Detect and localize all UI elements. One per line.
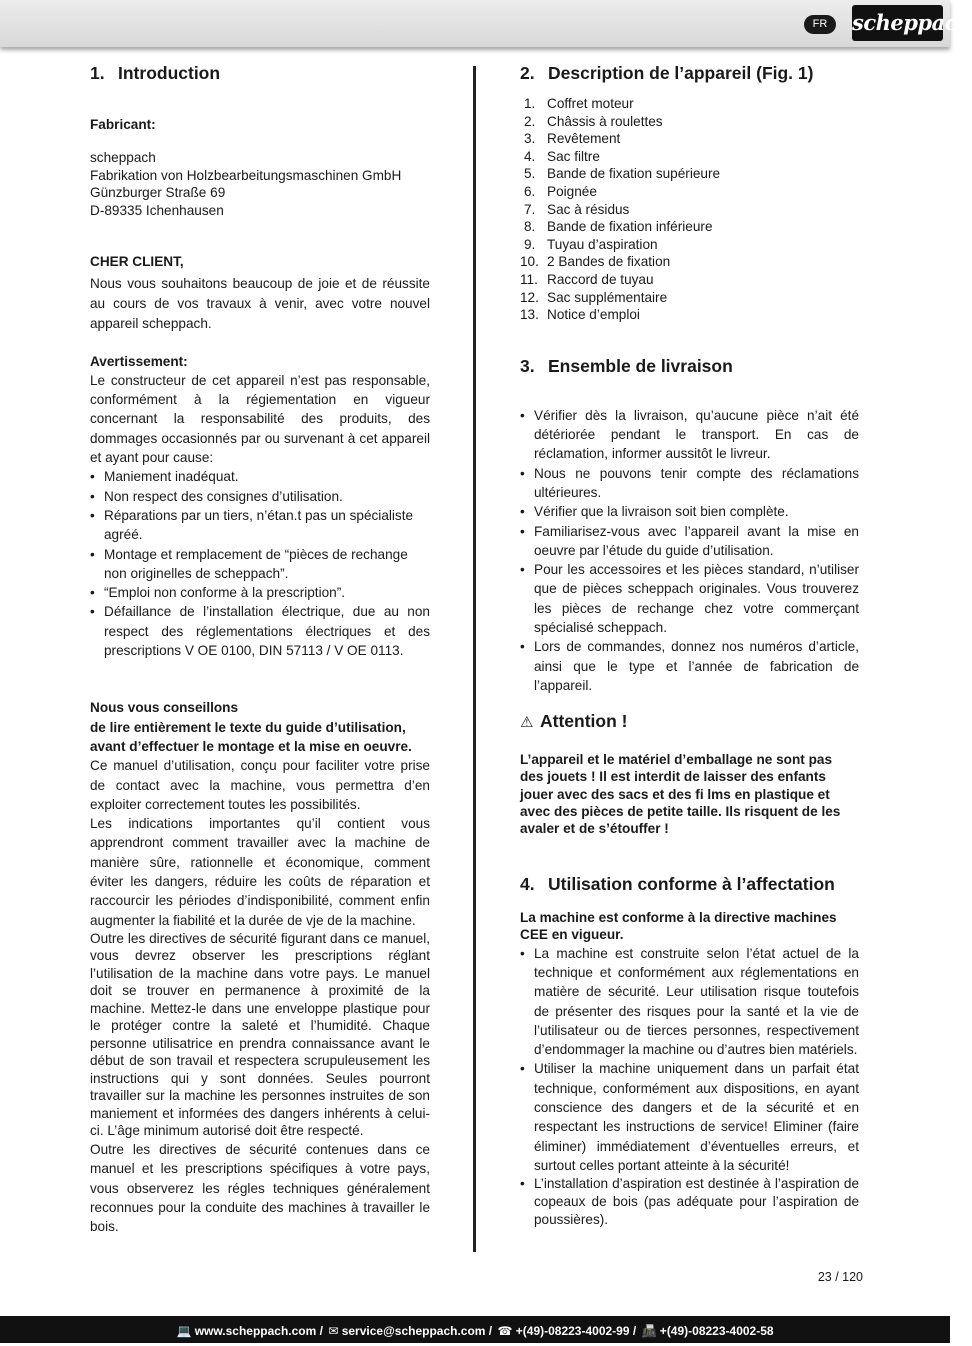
list-item: 2. Châssis à roulettes <box>524 113 663 129</box>
list-item: 13. Notice d’emploi <box>520 307 640 323</box>
list-item: • Montage et remplacement de “pièces de rechange non originelles de scheppach”. <box>90 545 430 584</box>
list-item: • Défaillance de l’installation électrique, due au non respect des réglementations électriques et des prescriptions V OE 0100, DIN 57113 / V OE 0113. <box>90 602 430 660</box>
website-link[interactable]: 💻 www.scheppach.com / <box>176 1324 323 1338</box>
manufacturer-address: scheppach Fabrikation von Holzbearbeitungsmaschinen GmbH Günzburger Straße 69 D-89335 Ichenhausen <box>90 150 402 218</box>
welcome-text: Nous vous souhaitons beaucoup de joie et de réussite au cours de vos travaux à venir, avec votre nouvel appareil scheppach. <box>90 275 430 331</box>
parts-list <box>520 95 859 324</box>
list-item: • Vérifier que la livraison soit bien complète. <box>520 502 859 521</box>
advice-bold-text: de lire entièrement le texte du guide d’utilisation, avant d’effectuer le montage et la mise en oeuvre. <box>90 719 412 754</box>
list-item: 4. Sac filtre <box>524 148 600 164</box>
scheppach-logo: scheppach <box>852 5 943 41</box>
section-description-title: 2. Description de l’appareil (Fig. 1) <box>520 63 814 83</box>
list-item: 3. Revêtement <box>524 131 621 147</box>
warning-text: Le constructeur de cet appareil n’est pas responsable, conformément à la régiementation en vigueur concernant la responsabilité des produits, des dommages occasionnés par ou survenant à cet appareil et ayant pour cause: <box>90 372 430 466</box>
advice-paragraph-1: Ce manuel d’utilisation, conçu pour faciliter votre prise de contact avec la machine, vous permettra d’en exploiter correctement toutes les possibilités. <box>90 758 430 812</box>
list-item: 11. Raccord de tuyau <box>520 271 654 287</box>
list-item: • Maniement inadéquat. <box>90 467 430 486</box>
list-item: • Lors de commandes, donnez nos numéros d’article, ainsi que le type et l’année de fabrication de l’appareil. <box>520 637 859 695</box>
page-number: 23 / 120 <box>817 1270 863 1284</box>
dear-customer-heading: CHER CLIENT, <box>90 254 184 270</box>
warning-triangle-icon: ⚠ <box>520 714 534 732</box>
list-item: • La machine est construite selon l’état actuel de la technique et conformément aux réglementations en matière de sécurité. Leur utilisation risque toutefois de présenter des risques pour la santé et la vie de l’utilisateur ou de tierces personnes, respectivement d’endommager la machine ou d’autres bien matériels. <box>520 944 859 1060</box>
advice-paragraph-3: Outre les directives de sécurité figurant dans ce manuel, vous devrez observer les prescriptions réglant l’utilisation de la machine dans votre pays. Le manuel doit se trouver en permanence à proximité de la machine. Mettez-le dans une enveloppe plastique pour le protéger contre la saleté et l’humidité. Chaque personne utilisatrice en prendra connaissance avant le début de son travail et respectera scrupuleusement les instructions qui y sont données. Seules pourront travailler sur la machine les personnes instruites de son maniement et informées des dangers inhérents à celui-ci. L’âge minimum autorisé doit être respecté. <box>90 930 430 1139</box>
list-item: • “Emploi non conforme à la prescription”. <box>90 583 430 602</box>
advice-paragraph-2: Les indications importantes qu’il contient vous apprendront comment travailler avec la machine de manière sûre, rationnelle et économique, comment éviter les dangers, réduire les coûts de réparation et raccourcir les périodes d’indisponibilité, comment enfin augmenter la fiabilité et la durée de vje de la machine. <box>90 816 430 928</box>
phone-number: ☎ +(49)-08223-4002-99 / <box>497 1324 637 1338</box>
list-item: 1. Coffret moteur <box>524 96 634 111</box>
right-column <box>520 62 859 1229</box>
warning-label: Avertissement: <box>90 353 188 369</box>
footer-bar <box>0 1316 950 1343</box>
left-column <box>90 62 430 1236</box>
usage-list <box>520 944 859 1230</box>
list-item: 8. Bande de fixation inférieure <box>524 219 713 235</box>
attention-text: L’appareil et le matériel d’emballage ne sont pas des jouets ! Il est interdit de laisser des enfants jouer avec des sacs et des fi lms en plastique et avec des pièces de petite taille. Ils risquent de les avaler et de s’étouffer ! <box>520 752 841 837</box>
header-bar <box>0 0 972 47</box>
list-item: 12. Sac supplémentaire <box>520 289 668 305</box>
manufacturer-label: Fabricant: <box>90 117 156 132</box>
column-divider <box>473 66 476 1252</box>
list-item: • Réparations par un tiers, n’étan.t pas un spécialiste agréé. <box>90 506 430 545</box>
email-link[interactable]: ✉ service@scheppach.com / <box>328 1324 493 1338</box>
list-item: 7. Sac à résidus <box>524 201 630 217</box>
list-item: • Non respect des consignes d’utilisation. <box>90 487 430 506</box>
delivery-list <box>520 406 859 695</box>
advice-paragraph-4: Outre les directives de sécurité contenues dans ce manuel et les prescriptions spécifiques à votre pays, vous observerez les régles techniques généralement reconnues pour la conduite des machines à travailler le bois. <box>90 1141 430 1235</box>
list-item: • Pour les accessoires et les pièces standard, n’utiliser que de pièces scheppach originales. Vous trouverez les pièces de rechange chez votre commerçant spécialisé scheppach. <box>520 560 859 637</box>
advice-title: Nous vous conseillons <box>90 700 239 716</box>
list-item: • Vérifier dès la livraison, qu’aucune pièce n’ait été détériorée pendant le transport. En cas de réclamation, informer aussitôt le livreur. <box>520 406 859 464</box>
language-badge: FR <box>804 15 836 34</box>
section-usage-title: 4. Utilisation conforme à l’affectation <box>520 873 835 894</box>
section-delivery-title: 3. Ensemble de livraison <box>520 355 733 376</box>
fax-number: 📠 +(49)-08223-4002-58 <box>641 1324 774 1338</box>
list-item: • L’installation d’aspiration est destinée à l’aspiration de copeaux de bois (pas adéquate pour l’aspiration de poussières). <box>520 1175 859 1229</box>
list-item: • Familiarisez-vous avec l’appareil avant la mise en oeuvre par l’étude du guide d’utilisation. <box>520 522 859 561</box>
list-item: • Nous ne pouvons tenir compte des réclamations ultérieures. <box>520 464 859 503</box>
usage-bold-text: La machine est conforme à la directive machines CEE en vigueur. <box>520 909 837 943</box>
liability-causes-list <box>90 467 430 660</box>
section-introduction-title: 1. Introduction <box>90 63 221 83</box>
list-item: 10. 2 Bandes de fixation <box>520 254 671 270</box>
list-item: 9. Tuyau d’aspiration <box>524 236 658 252</box>
list-item: • Utiliser la machine uniquement dans un parfait état technique, conformément aux dispositions, en ayant conscience des dangers et de la sécurité et en respectant les instructions de service! Eliminer (faire éliminer) immédiatement d’éventuelles erreurs, et surtout celles portant atteinte à la sécurité! <box>520 1059 859 1175</box>
attention-title: ⚠ Attention ! <box>520 710 859 734</box>
list-item: 6. Poignée <box>524 183 597 199</box>
list-item: 5. Bande de fixation supérieure <box>524 166 721 182</box>
